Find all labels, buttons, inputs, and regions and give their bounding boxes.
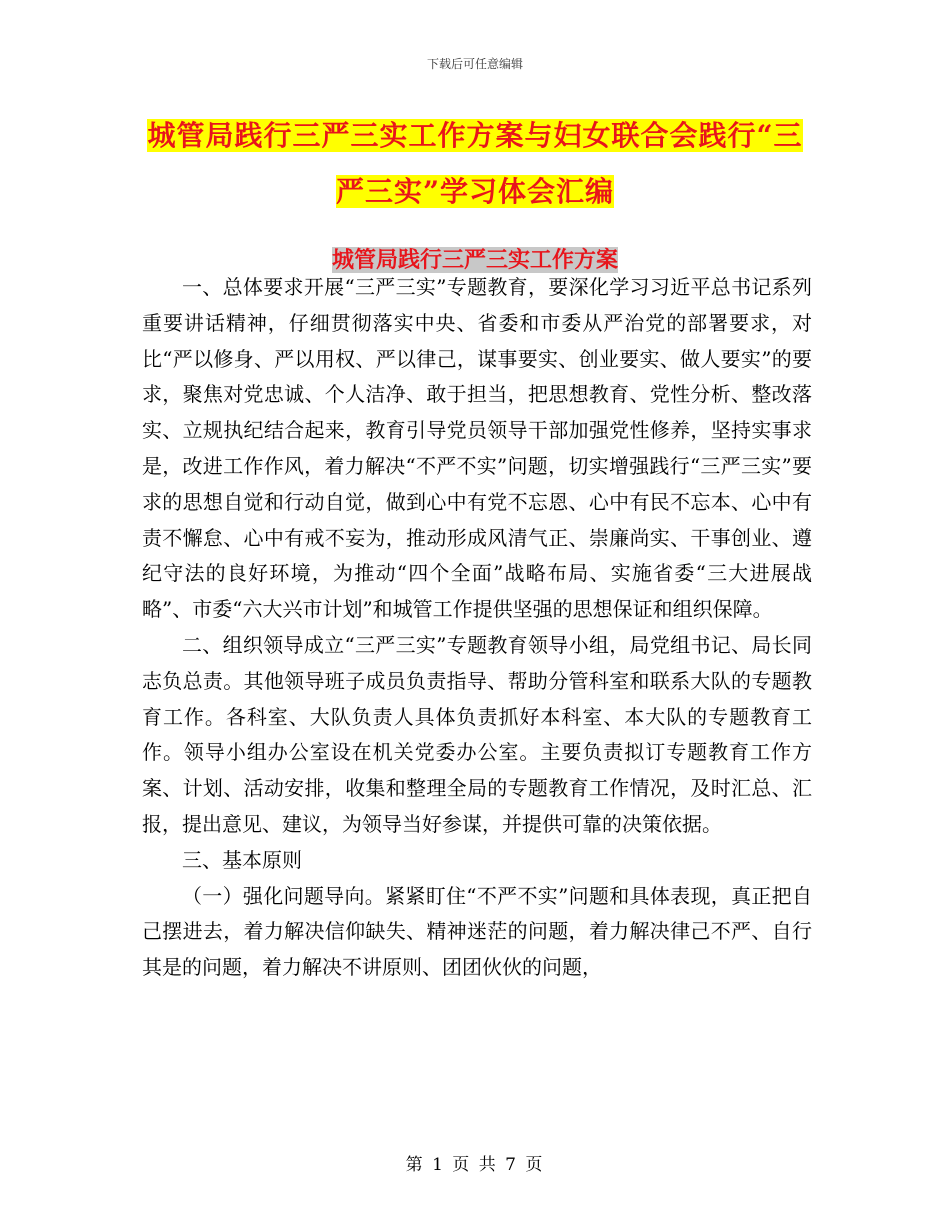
paragraph: 一、总体要求开展“三严三实”专题教育，要深化学习习近平总书记系列重要讲话精神，仔细贯彻落实中央、省委和市委从严治党的部署要求，对比“严以修身、严以用权、严以律己，谋事要实、创业要实、做人要实”的要求，聚焦对党忠诚、个人洁净、敢于担当，把思想教育、党性分析、整改落实、立规执纪结合起来，教育引导党员领导干部加强党性修养，坚持实事求是，改进工作作风，着力解决“不严不实”问题，切实增强践行“三严三实”要求的思想自觉和行动自觉，做到心中有党不忘恩、心中有民不忘本、心中有责不懈怠、心中有戒不妄为，推动形成风清气正、崇廉尚实、干事创业、遵纪守法的良好环境，为推动“四个全面”战略布局、实施省委“三大进展战略”、市委“六大兴市计划”和城管工作提供坚强的思想保证和组织保障。 — [142, 275, 812, 622]
paragraph-heading: 三、基本原则 — [182, 847, 302, 872]
document-body — [142, 270, 812, 986]
document-title-text: 城管局践行三严三实工作方案与妇女联合会践行“三严三实”学习体会汇编 — [147, 119, 803, 208]
section-title-text: 城管局践行三严三实工作方案 — [331, 247, 618, 273]
paragraph: 二、组织领导成立“三严三实”专题教育领导小组，局党组书记、局长同志负总责。其他领导班子成员负责指导、帮助分管科室和联系大队的专题教育工作。各科室、大队负责人具体负责抓好本科室、本大队的专题教育工作。领导小组办公室设在机关党委办公室。主要负责拟订专题教育工作方案、计划、活动安排，收集和整理全局的专题教育工作情况，及时汇总、汇报，提出意见、建议，为领导当好参谋，并提供可靠的决策依据。 — [142, 632, 812, 836]
header-note: 下载后可任意编辑 — [426, 57, 523, 71]
document-title — [140, 108, 810, 220]
page-footer: 第 1 页 共 7 页 — [405, 1155, 545, 1175]
paragraph: （一）强化问题导向。紧紧盯住“不严不实”问题和具体表现，真正把自己摆进去，着力解决信仰缺失、精神迷茫的问题，着力解决律己不严、自行其是的问题，着力解决不讲原则、团团伙伙的问题， — [142, 883, 812, 980]
